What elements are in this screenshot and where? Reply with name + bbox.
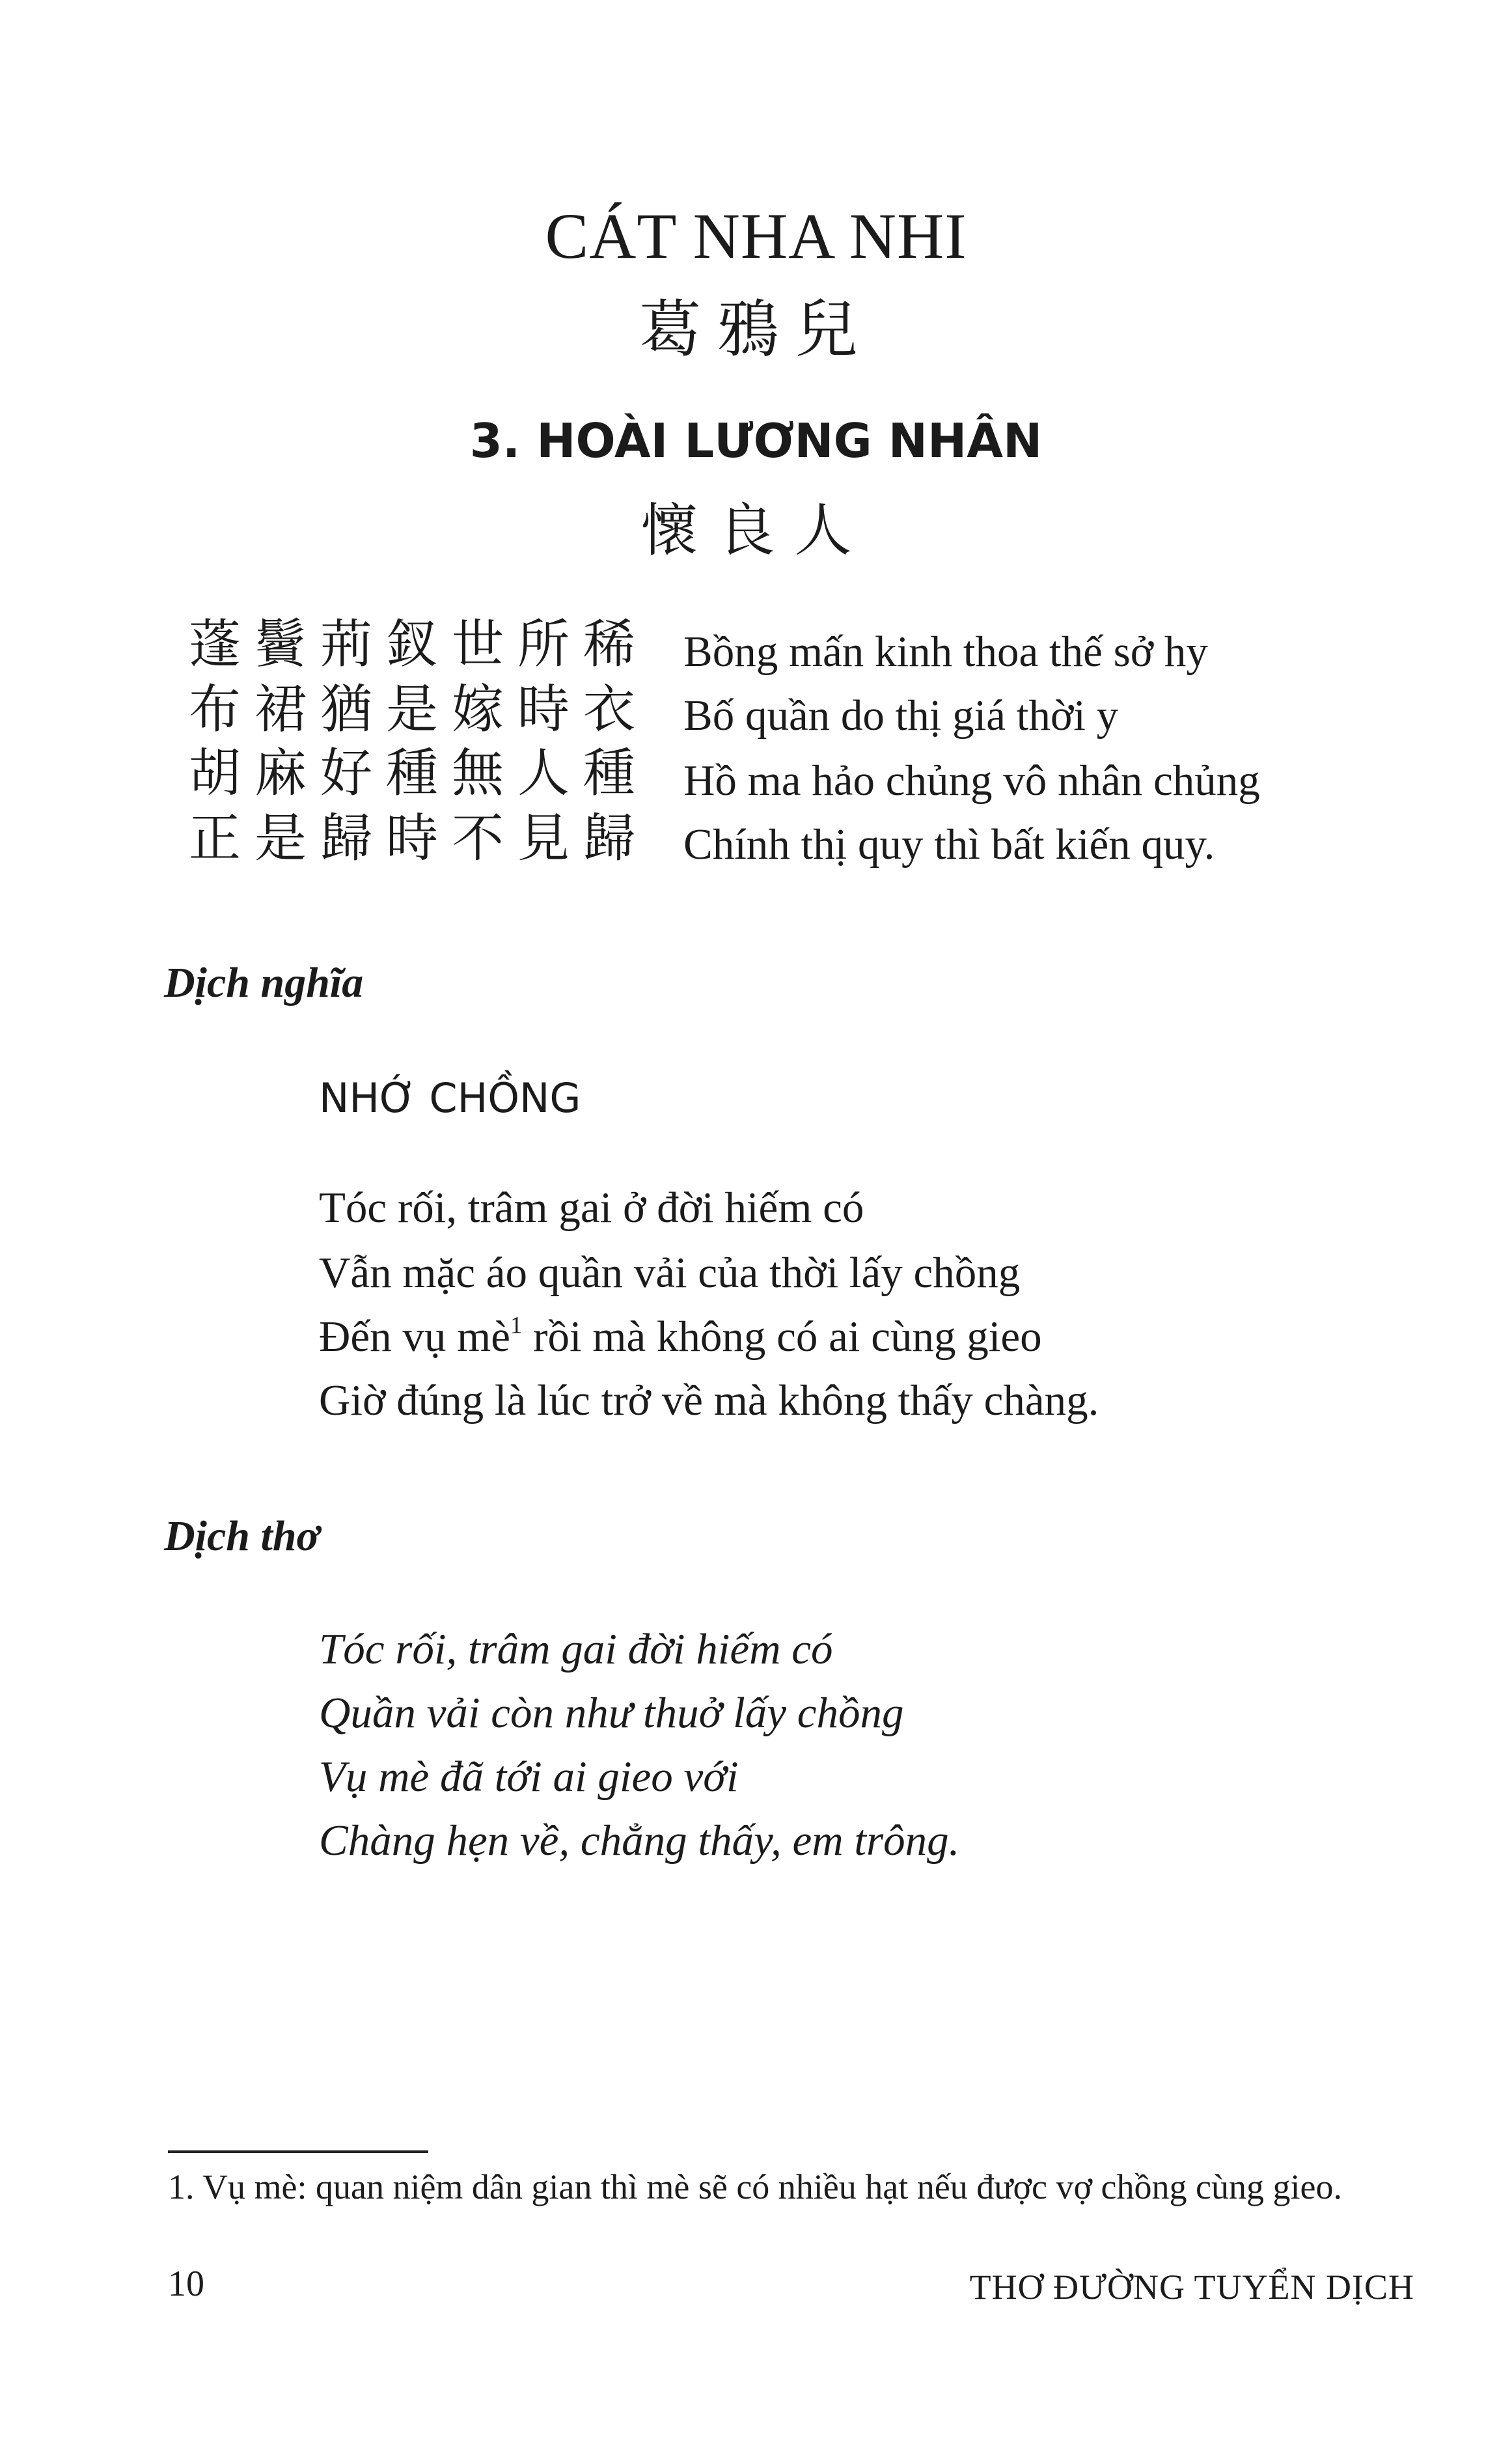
running-title: THƠ ĐƯỜNG TUYỂN DỊCH <box>969 2268 1414 2307</box>
literal-line-2: Vẫn mặc áo quần vải của thời lấy chồng <box>319 1249 1021 1297</box>
literal-line-1: Tóc rối, trâm gai ở đời hiếm có <box>319 1184 864 1232</box>
verse-line-1: Tóc rối, trâm gai đời hiếm có <box>319 1625 833 1673</box>
han-line-1: 蓬鬢荊釵世所稀 <box>189 614 649 674</box>
literal-line-3-end: rồi mà không có ai cùng gieo <box>522 1313 1042 1361</box>
han-line-4: 正是歸時不見歸 <box>189 808 649 868</box>
verse-line-4: Chàng hẹn về, chẳng thấy, em trông. <box>319 1816 960 1865</box>
transliteration-line-2: Bố quần do thị giá thời y <box>683 691 1119 740</box>
author-name: CÁT NHA NHI <box>545 200 967 272</box>
author-name-han: 葛鴉兒 <box>639 293 873 366</box>
literal-line-4: Giờ đúng là lúc trở về mà không thấy chàng. <box>319 1376 1099 1424</box>
poem-title-han: 懷良人 <box>640 497 872 564</box>
han-line-3: 胡麻好種無人種 <box>189 743 649 803</box>
literal-line-3-start: Đến vụ mè <box>319 1313 510 1361</box>
transliteration-line-3: Hồ ma hảo chủng vô nhân chủng <box>683 757 1260 805</box>
literal-translation-heading: Dịch nghĩa <box>164 959 364 1007</box>
transliteration-line-4: Chính thị quy thì bất kiến quy. <box>683 820 1215 868</box>
transliteration-line-1: Bồng mấn kinh thoa thế sở hy <box>683 628 1208 676</box>
footnote: 1. Vụ mè: quan niệm dân gian thì mè sẽ có nhiều hạt nếu được vợ chồng cùng gieo. <box>168 2167 1342 2206</box>
page-number: 10 <box>168 2264 204 2304</box>
literal-line-3 <box>319 1311 1042 1361</box>
verse-translation-heading: Dịch thơ <box>164 1512 320 1560</box>
literal-translation-title: NHỚ CHỒNG <box>319 1074 581 1122</box>
footnote-divider <box>168 2150 428 2153</box>
han-line-2: 布裙猶是嫁時衣 <box>189 679 649 740</box>
verse-line-2: Quần vải còn như thuở lấy chồng <box>319 1689 904 1737</box>
poem-title: 3. HOÀI LƯƠNG NHÂN <box>469 413 1043 468</box>
verse-line-3: Vụ mè đã tới ai gieo với <box>319 1753 739 1801</box>
footnote-marker: 1 <box>510 1311 523 1339</box>
